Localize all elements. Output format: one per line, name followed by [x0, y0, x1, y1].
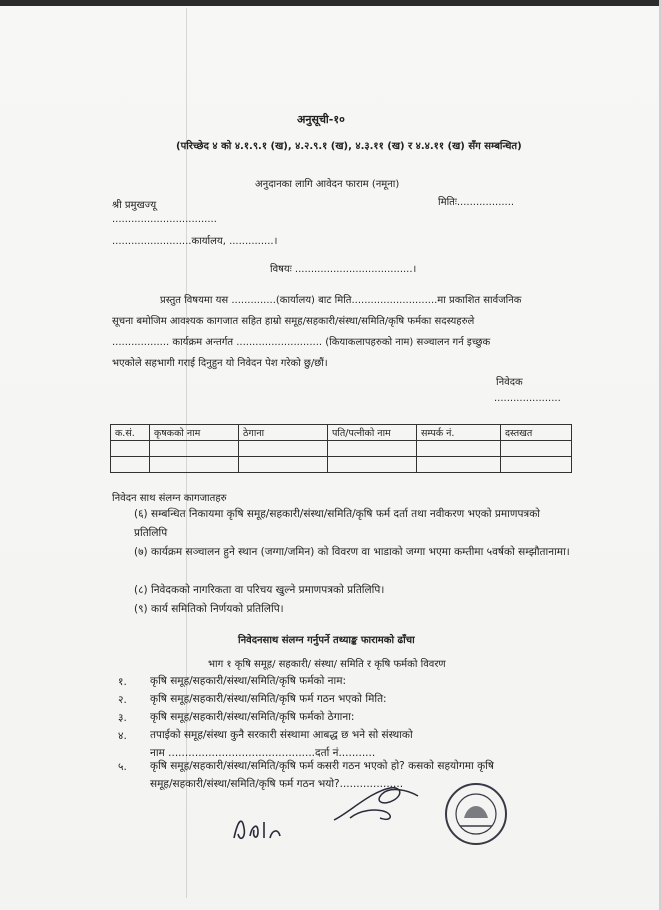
- table-cell[interactable]: [501, 457, 572, 473]
- table-cell[interactable]: [501, 441, 572, 457]
- form-title: अनुदानका लागि आवेदन फाराम (नमूना): [255, 179, 400, 190]
- attachment-item-4: (९) कार्य समितिको निर्णयको प्रतिलिपि।: [134, 603, 284, 615]
- table-cell[interactable]: [111, 441, 150, 457]
- applicant-label: निवेदक: [496, 377, 523, 388]
- col-farmer-name: कृषकको नाम: [150, 425, 239, 441]
- handwritten-signature-2: [330, 782, 422, 826]
- scan-top-edge: [0, 0, 661, 6]
- section2-title: निवेदनसाथ संलग्न गर्नुपर्ने तथ्याङ्क फारामको ढाँचा: [238, 635, 415, 646]
- item-3-number: ३.: [118, 712, 127, 724]
- body-line-4: भएकोले सहभागी गराई दिनुहुन यो निवेदन पेश गरेको छु/छौं।: [112, 358, 328, 369]
- table-cell[interactable]: [239, 441, 328, 457]
- col-address: ठेगाना: [239, 425, 328, 441]
- table-cell[interactable]: [239, 457, 328, 473]
- col-contact: सम्पर्क नं.: [417, 425, 501, 441]
- body-line-2: सूचना बमोजिम आवश्यक कागजात सहित हाम्रो समूह/सहकारी/संस्था/समिति/कृषि फर्मका सदस्यहरुले: [112, 316, 475, 327]
- addressee: श्री प्रमुखज्यू: [112, 200, 157, 211]
- applicant-table: [110, 424, 572, 473]
- item-2-number: २.: [118, 694, 127, 706]
- body-line-3: .................. कार्यक्रम अन्तर्गत ........................... (कियाकलापहरुको नाम) सञ्चालन गर्न इच्छुक: [112, 337, 491, 348]
- table-cell[interactable]: [417, 441, 501, 457]
- item-4-number: ४.: [118, 730, 127, 742]
- attachment-item-1: (६) सम्बन्धित निकायमा कृषि समूह/सहकारी/संस्था/समिति/कृषि फर्म दर्ता तथा नवीकरण भएको प्रमाणपत्रको प्रतिलिपि: [134, 508, 540, 539]
- date-field: मितिः..................: [438, 197, 515, 208]
- table-cell[interactable]: [328, 441, 417, 457]
- table-header-row: [111, 425, 572, 441]
- table-cell[interactable]: [417, 457, 501, 473]
- item-5-text-cont: समूह/सहकारी/संस्था/समिति/कृषि फर्म गठन भयो?...................: [150, 778, 404, 790]
- applicant-signature-line: .....................: [494, 393, 561, 404]
- table-cell[interactable]: [150, 457, 239, 473]
- item-1-text: कृषि समूह/सहकारी/संस्था/समिति/कृषि फर्मको नाम:: [150, 675, 347, 687]
- item-4-text: तपाईको समूह/संस्था कुनै सरकारी संस्थामा आबद्ध छ भने सो संस्थाको: [150, 729, 413, 741]
- official-seal-stamp: [440, 778, 512, 850]
- table-cell[interactable]: [328, 457, 417, 473]
- table-cell[interactable]: [111, 457, 150, 473]
- col-spouse-name: पति/पत्नीको नाम: [328, 425, 417, 441]
- attachments-title: निवेदन साथ संलग्न कागजातहरु: [112, 493, 227, 504]
- table-row: [111, 457, 572, 473]
- annex-title: अनुसूची-१०: [297, 113, 345, 126]
- part1-title: भाग १ कृषि समूह/ सहकारी/ संस्था/ समिति र कृषि फर्मको विवरण: [208, 659, 446, 670]
- table-cell[interactable]: [150, 441, 239, 457]
- item-1-number: १.: [118, 676, 127, 688]
- handwritten-signature-1: [228, 808, 284, 844]
- item-5-number: ५.: [118, 761, 127, 773]
- item-2-text: कृषि समूह/सहकारी/संस्था/समिति/कृषि फर्म गठन भएको मिति:: [150, 693, 387, 705]
- address-line-1: .................................: [112, 214, 217, 225]
- col-signature: दस्तखत: [501, 425, 572, 441]
- address-line-2: .........................कार्यालय, ..............।: [112, 236, 278, 247]
- item-5-text: कृषि समूह/सहकारी/संस्था/समिति/कृषि फर्म कसरी गठन भएको हो? कसको सहयोगमा कृषि: [150, 760, 494, 772]
- item-3-text: कृषि समूह/सहकारी/संस्था/समिति/कृषि फर्मको ठेगाना:: [150, 711, 355, 723]
- attachment-item-3: (८) निवेदकको नागरिकता वा परिचय खुल्ने प्रमाणपत्रको प्रतिलिपि।: [134, 584, 385, 596]
- col-serial: क.सं.: [111, 425, 150, 441]
- body-line-1: प्रस्तुत विषयमा यस ..............(कार्यालय) बाट मिति...........................मा प्रकाशित सार्वजनिक: [160, 295, 522, 306]
- subject-line: विषयः .....................................।: [270, 264, 417, 275]
- item-4-text-cont: नाम ............................................दर्ता नं...........: [150, 747, 376, 759]
- reference-line: (परिच्छेद ४ को ४.१.९.१ (ख), ४.२.९.१ (ख), ४.३.११ (ख) र ४.४.११ (ख) सँग सम्बन्धित): [176, 141, 522, 152]
- attachment-item-2: (७) कार्यक्रम सञ्चालन हुने स्थान (जग्गा/जमिन) को विवरण वा भाडाको जग्गा भएमा कम्तीमा ५वर्षको सम्झौतानामा।: [134, 546, 570, 558]
- table-row: [111, 441, 572, 457]
